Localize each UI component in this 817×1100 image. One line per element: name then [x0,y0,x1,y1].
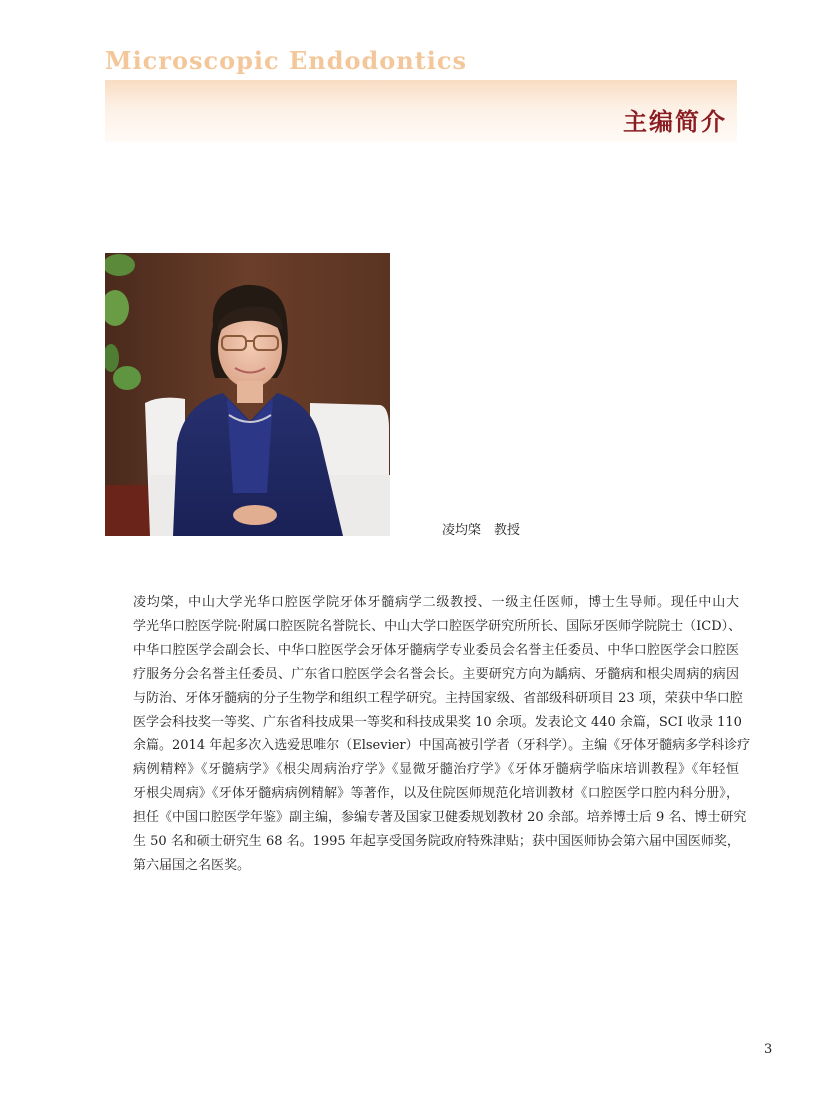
book-title: Microscopic Endodontics [105,46,468,75]
bio-line: 第六届国之名医奖。 [133,857,251,873]
bio-line: 凌均棨，中山大学光华口腔医学院牙体牙髓病学二级教授、一级主任医师，博士生导师。现任中山大 [133,595,739,610]
bio-line: 牙根尖周病》《牙体牙髓病病例精解》等著作，以及住院医师规范化培训教材《口腔医学口腔内科分册》， [133,786,739,802]
section-header-band [105,80,737,142]
bio-line: 与防治、牙体牙髓病的分子生物学和组织工程学研究。主持国家级、省部级科研项目 23 项，荣获中华口腔 [133,690,743,706]
bio-line: 担任《中国口腔医学年鉴》副主编，参编专著及国家卫健委规划教材 20 余部。培养博士后 9 名、博士研究 [133,810,747,826]
bio-line: 生 50 名和硕士研究生 68 名。1995 年起享受国务院政府特殊津贴；获中国医师协会第六届中国医师奖， [133,834,740,850]
bio-line: 疗服务分会名誉主任委员、广东省口腔医学会名誉会长。主要研究方向为龋病、牙髓病和根尖周病的病因 [133,666,739,682]
bio-line: 余篇。2014 年起多次入选爱思唯尔（Elsevier）中国高被引学者（牙科学）。主编《牙体牙髓病多学科诊疗 [133,738,751,754]
bio-line: 学光华口腔医学院·附属口腔医院名誉院长、中山大学口腔医学研究所所长、国际牙医师学院院士（ICD）、 [133,618,742,634]
page-number: 3 [764,1042,773,1057]
bio-line: 中华口腔医学会副会长、中华口腔医学会牙体牙髓病学专业委员会名誉主任委员、中华口腔医学会口腔医 [133,642,739,658]
biography-paragraph [107,591,751,878]
section-title: 主编简介 [623,108,727,136]
portrait-photo [105,253,390,536]
bio-line: 病例精粹》《牙髓病学》《根尖周病治疗学》《显微牙髓治疗学》《牙体牙髓病学临床培训教程》《年轻恒 [133,762,739,778]
bio-line: 医学会科技奖一等奖、广东省科技成果一等奖和科技成果奖 10 余项。发表论文 440 余篇，SCI 收录 110 [133,714,742,730]
portrait-caption: 凌均棨 教授 [442,523,521,538]
